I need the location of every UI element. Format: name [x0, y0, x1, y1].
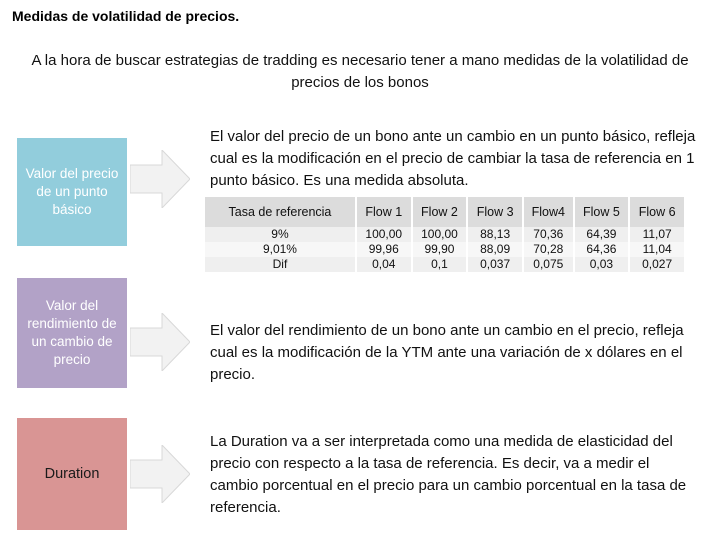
table-cell: 64,36	[575, 242, 629, 257]
table-cell: 100,00	[357, 227, 411, 242]
table-row	[205, 242, 684, 257]
table-header: Flow 3	[468, 197, 522, 227]
table-header: Flow 1	[357, 197, 411, 227]
arrow-right-icon	[130, 150, 190, 208]
table-header: Flow4	[524, 197, 573, 227]
table-cell: 70,28	[524, 242, 573, 257]
table-cell: 100,00	[413, 227, 467, 242]
paragraph-punto-basico: El valor del precio de un bono ante un cambio en un punto básico, refleja cual es la modificación en el precio de cambiar la tasa de referencia en 1 punto básico. Es una medida absoluta.	[210, 128, 696, 189]
table-cell: 64,39	[575, 227, 629, 242]
table-header-row	[205, 197, 684, 227]
table-cell: 99,96	[357, 242, 411, 257]
table-cell: 0,037	[468, 257, 522, 272]
box-valor-punto-basico: Valor del precio de un punto básico	[17, 138, 127, 246]
table-header: Flow 2	[413, 197, 467, 227]
table-cell: 70,36	[524, 227, 573, 242]
table-cell: 0,027	[630, 257, 684, 272]
table-header: Flow 6	[630, 197, 684, 227]
box-valor-rendimiento: Valor del rendimiento de un cambio de precio	[17, 278, 127, 388]
table-cell: 0,03	[575, 257, 629, 272]
table-cell: 9%	[205, 227, 355, 242]
table-cell: Dif	[205, 257, 355, 272]
table-header: Flow 5	[575, 197, 629, 227]
table-cell: 88,13	[468, 227, 522, 242]
table-row	[205, 227, 684, 242]
paragraph-valor-rendimiento: El valor del rendimiento de un bono ante un cambio en el precio, refleja cual es la modificación de la YTM ante una variación de x dólares en el precio.	[210, 322, 684, 383]
page-title: Medidas de volatilidad de precios.	[12, 8, 240, 24]
arrow-right-icon	[130, 313, 190, 371]
table-cell: 0,1	[413, 257, 467, 272]
table-cell: 0,04	[357, 257, 411, 272]
table-cell: 9,01%	[205, 242, 355, 257]
table-cell: 0,075	[524, 257, 573, 272]
table-row	[205, 257, 684, 272]
intro-text: A la hora de buscar estrategias de tradding es necesario tener a mano medidas de la volatilidad de precios de los bonos	[31, 52, 689, 91]
table-cell: 11,07	[630, 227, 684, 242]
paragraph-duration: La Duration va a ser interpretada como una medida de elasticidad del precio con respecto a la tasa de referencia. Es decir, va a medir el cambio porcentual en el precio para un cambio porcentual en la tasa de referencia.	[210, 433, 687, 516]
flows-table	[203, 197, 686, 272]
table-cell: 88,09	[468, 242, 522, 257]
table-header: Tasa de referencia	[205, 197, 355, 227]
table-cell: 99,90	[413, 242, 467, 257]
arrow-right-icon	[130, 445, 190, 503]
table-cell: 11,04	[630, 242, 684, 257]
box-duration: Duration	[17, 418, 127, 530]
